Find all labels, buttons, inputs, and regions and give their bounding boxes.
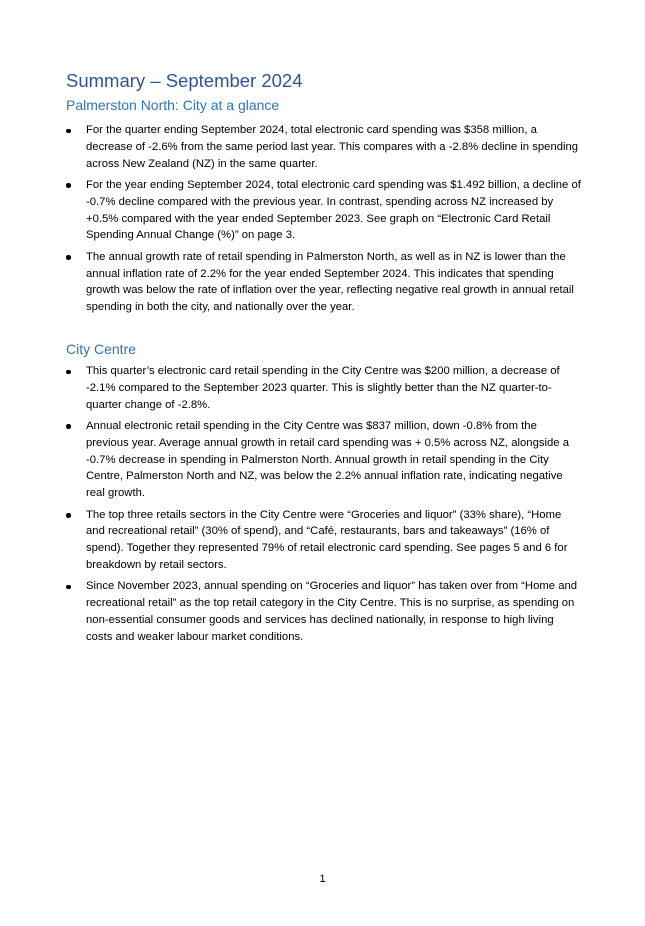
bullet-icon	[66, 585, 71, 590]
bullet-item	[66, 363, 582, 413]
city-at-a-glance-bullet-list	[66, 122, 582, 321]
bullet-text: This quarter’s electronic card retail spending in the City Centre was $200 million, a decrease of -2.1% compared to the September 2023 quarter. This is slightly better than the NZ quarter-to-quarter change of -2.8%.	[86, 365, 560, 411]
bullet-text: The top three retails sectors in the City Centre were “Groceries and liquor” (33% share), “Home and recreational retail” (30% of spend), and “Café, restaurants, bars and takeaways” (16% of spend). Together they represented 79% of retail electronic card spending. See pages 5 and 6 for breakdown by retail sectors.	[86, 508, 568, 571]
page-title: Summary – September 2024	[66, 70, 303, 91]
bullet-icon	[66, 513, 71, 518]
bullet-text: The annual growth rate of retail spending in Palmerston North, as well as in NZ is lower than the annual inflation rate of 2.2% for the year ended September 2024. This indicates that spending growth was below the rate of inflation over the year, reflecting negative real growth in annual retail spending in both the city, and nationally over the year.	[86, 250, 574, 314]
bullet-icon	[66, 424, 71, 429]
bullet-text: Since November 2023, annual spending on “Groceries and liquor” has taken over from “Home and recreational retail” as the top retail category in the City Centre. This is no surprise, as spending on non-essential consumer goods and services has declined nationally, in response to high living costs and weaker labour market conditions.	[86, 580, 578, 643]
city-centre-bullet-list	[66, 363, 582, 650]
bullet-icon	[66, 370, 71, 375]
section-heading-city-at-a-glance: Palmerston North: City at a glance	[66, 97, 280, 113]
bullet-text: For the quarter ending September 2024, total electronic card spending was $358 million, a decrease of -2.6% from the same period last year. This compares with a -2.8% decline in spending across New Zealand (NZ) in the same quarter.	[86, 124, 579, 170]
page-number: 1	[319, 873, 326, 885]
bullet-item	[66, 418, 582, 502]
bullet-item	[66, 507, 582, 574]
bullet-icon	[66, 255, 71, 260]
bullet-item	[66, 177, 582, 244]
bullet-text: Annual electronic retail spending in the City Centre was $837 million, down -0.8% from the previous year. Average annual growth in retail card spending was + 0.5% across NZ, alongside a -0.7% decrease in spending in Palmerston North. Annual growth in retail spending in the City Centre, Palmerston North and NZ, was below the 2.2% annual inflation rate, indicating negative real growth.	[86, 419, 570, 500]
bullet-icon	[66, 129, 71, 134]
bullet-item	[66, 578, 582, 645]
bullet-item	[66, 249, 582, 316]
section-heading-city-centre: City Centre	[66, 341, 137, 357]
bullet-item	[66, 122, 582, 172]
bullet-text: For the year ending September 2024, total electronic card spending was $1.492 billion, a decline of -0.7% decline compared with the previous year. In contrast, spending across NZ increased by +0.5% compared with the year ended September 2023. See graph on “Electronic Card Retail Spending Annual Change (%)” on page 3.	[86, 178, 581, 242]
bullet-icon	[66, 183, 71, 188]
